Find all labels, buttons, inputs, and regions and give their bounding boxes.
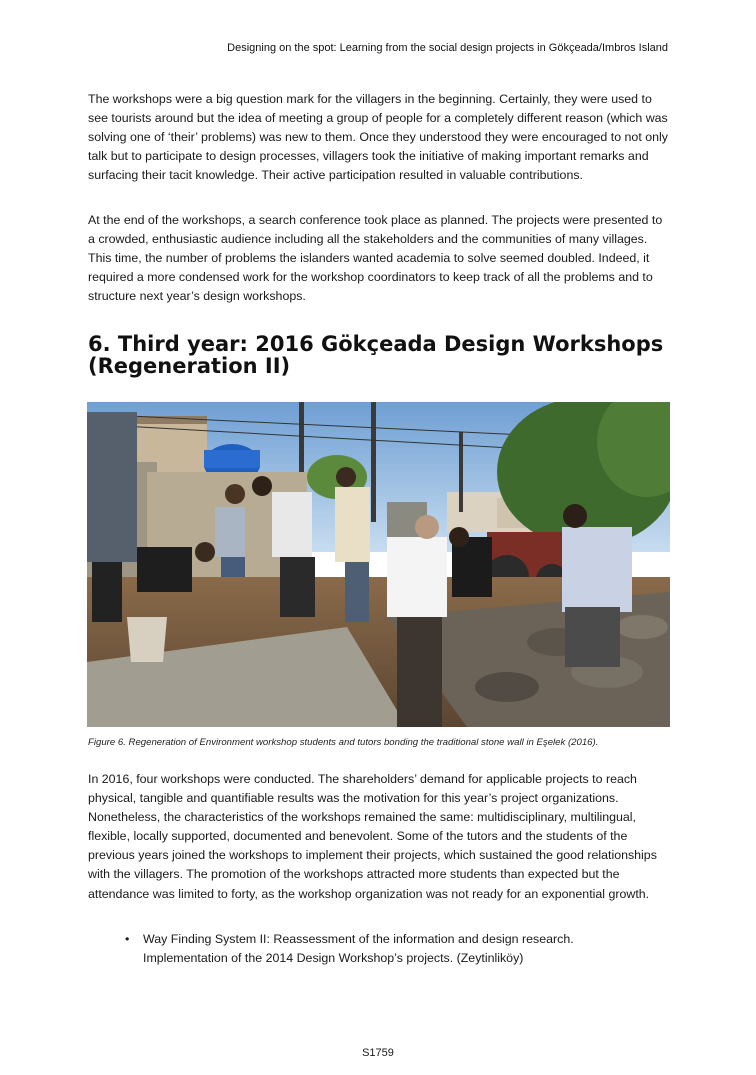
list-item-line: Implementation of the 2014 Design Workshop’s projects. (Zeytinliköy): [143, 951, 524, 966]
list-item: [125, 930, 645, 968]
section-heading: 6. Third year: 2016 Gökçeada Design Workshops (Regeneration II): [88, 332, 664, 378]
bullet-list: [125, 930, 645, 968]
body-paragraph: At the end of the workshops, a search conference took place as planned. The projects were presented to a crowded, enthusiastic audience including all the stakeholders and the communities of many villages. This time, the number of problems the islanders wanted academia to solve seemed doubled. Indeed, it required a more condensed work for the workshop coordinators to keep track of all the problems and to structure next year’s design workshops.: [88, 213, 663, 304]
running-head: Designing on the spot: Learning from the social design projects in Gökçeada/Imbros Island: [227, 42, 668, 54]
body-paragraph: The workshops were a big question mark for the villagers in the beginning. Certainly, they were used to see tourists around but the idea of meeting a group of people for a completely different reason (which was solving one of ‘their’ problems) was new to them. Once they understood they were encouraged to not only talk but to participate to design processes, villagers took the initiative of making important remarks and surfacing their tacit knowledge. Their active participation resulted in valuable contributions.: [88, 92, 668, 183]
body-paragraph: In 2016, four workshops were conducted. The shareholders’ demand for applicable projects to reach physical, tangible and quantifiable results was the motivation for this year’s project organizations. Nonetheless, the characteristics of the workshops remained the same: multidisciplinary, multilingual, flexible, locally supported, documented and benevolent. Some of the tutors and the students of the previous years joined the workshops to implement their projects, which sustained the good relationships with the villagers. The promotion of the workshops attracted more students than expected but the attendance was limited to forty, as the workshop organization was not ready for an exponential growth.: [88, 772, 657, 901]
workshop-photo: [87, 402, 670, 727]
page-number: S1759: [362, 1047, 394, 1059]
figure-caption: Figure 6. Regeneration of Environment workshop students and tutors bonding the traditional stone wall in Eşelek (2016).: [88, 737, 599, 748]
list-item-line: • Way Finding System II: Reassessment of the information and design research.: [143, 932, 574, 946]
